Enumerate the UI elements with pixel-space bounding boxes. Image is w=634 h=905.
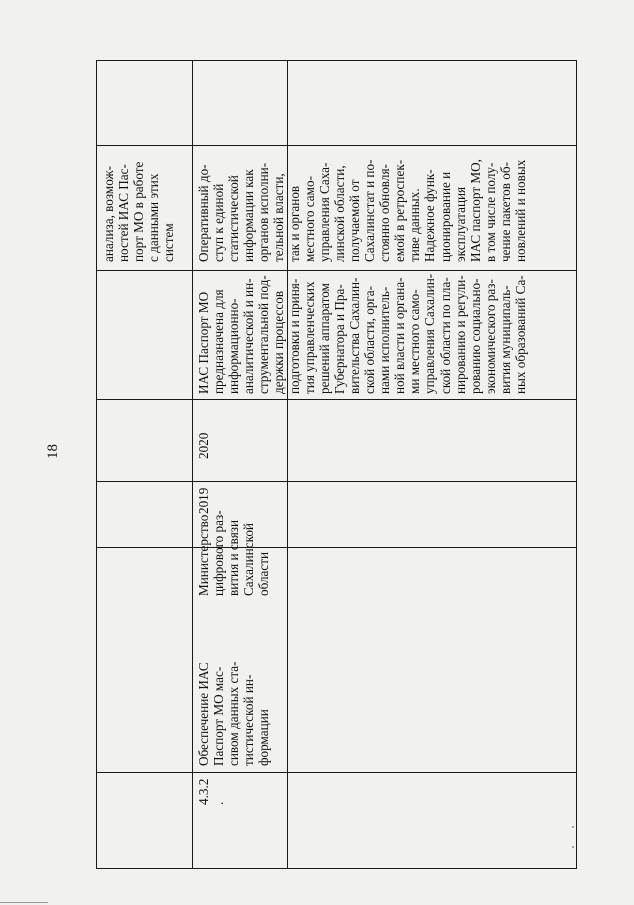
row-divider bbox=[97, 145, 576, 146]
scan-edge bbox=[0, 902, 48, 903]
row-divider bbox=[97, 270, 576, 271]
page-number: 18 bbox=[45, 444, 61, 459]
previous-row-result-cell: анализа, возмож- ностей ИАС Пас- порт МО в работе с данными этих систем bbox=[101, 161, 177, 262]
result-cell: Оперативный до- ступ к единой статистической информации как органов исполни- тельной власти, так и органов местного само- управления Саха- линской области, получаемой от Сахалинстат и по- стоянно обновля- емой в ретроспек- тиве данных. Надежное функ- ционирование и эксплуатация ИАС паспорт МО, в том числе полу- чение пакетов об- новлений и новых bbox=[196, 159, 528, 262]
description-cell: ИАС Паспорт МО предназначена для информационно- аналитической и ин- струментальной под- держки процессов подготовки и приня- тия управленческих решений аппаратом Губернатора и Пра- вительства Сахалин- ской области, орга- нами исполнитель- ной власти и органа- ми местного само- управления Сахалин- ской области по пла- нированию и регули- рованию социально- экономического раз- вития муниципаль- ных образований Са- bbox=[196, 273, 528, 394]
scan-speck bbox=[572, 826, 574, 828]
activity-name-cell: Обеспечение ИАС Паспорт МО мас- сивом данных ста- тистической ин- формации bbox=[196, 661, 272, 766]
row-number-cell: 4.3.2 . bbox=[196, 778, 227, 805]
scan-speck bbox=[572, 846, 574, 848]
end-year-cell: 2020 bbox=[196, 432, 211, 459]
row-divider bbox=[97, 547, 576, 548]
executor-cell: Министерство цифрового раз- вития и связи Сахалинской области bbox=[196, 510, 272, 596]
row-divider bbox=[97, 481, 576, 482]
start-year-cell: 2019 bbox=[196, 487, 211, 514]
row-divider bbox=[97, 399, 576, 400]
row-divider bbox=[97, 772, 576, 773]
column-divider bbox=[192, 61, 193, 868]
